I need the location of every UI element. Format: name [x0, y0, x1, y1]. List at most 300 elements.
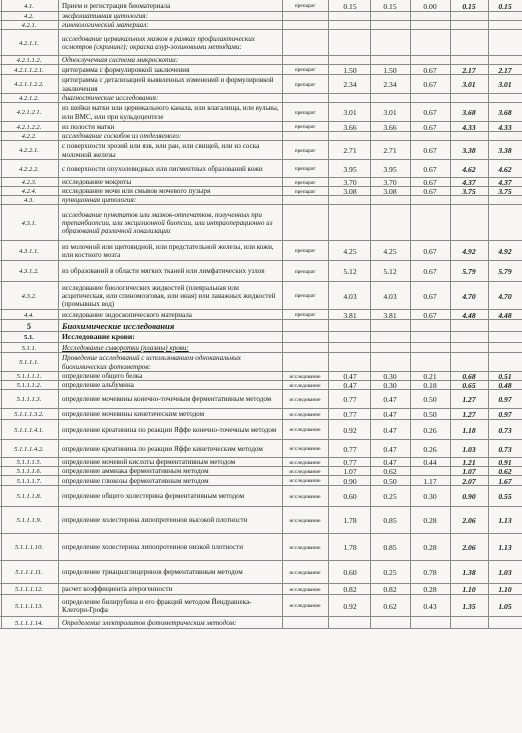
column-divider: [58, 103, 59, 122]
row-name-cell: [62, 320, 280, 332]
column-divider: [370, 21, 371, 30]
row-code: 5.1.1.1.11.: [15, 569, 43, 576]
column-divider: [58, 486, 59, 507]
column-divider: [328, 561, 329, 584]
row-name-cell: [62, 103, 280, 122]
table-row: [0, 458, 522, 467]
column-divider: [58, 332, 59, 343]
value-col-3: 0.67: [423, 267, 437, 276]
row-name: определение креатинина по реакции Яффе кинетическим методом: [62, 444, 263, 453]
table-row: [0, 332, 522, 343]
column-divider: [282, 440, 283, 458]
value-col-2: 0.30: [383, 372, 397, 381]
column-divider: [488, 132, 489, 141]
table-row: [0, 75, 522, 94]
column-divider: [328, 282, 329, 310]
value-col-5: 0.97: [498, 395, 512, 404]
row-code: 5.1.1.1.3.: [16, 396, 42, 403]
row-unit: препарат: [294, 147, 316, 154]
value-col-4: 0.15: [462, 1, 476, 11]
column-divider: [58, 196, 59, 205]
value-col-1: 0.77: [343, 458, 357, 467]
row-code: 4.2.2.: [21, 133, 37, 140]
column-divider: [488, 205, 489, 241]
row-name-cell: [62, 94, 280, 103]
row-code: 4.3.1.1.: [19, 247, 39, 255]
row-code: 5.1.: [24, 334, 34, 341]
row-code: 5.1.1.1.4.1.: [14, 426, 44, 434]
value-col-3: 0.67: [423, 246, 437, 256]
column-divider: [328, 332, 329, 343]
row-name-cell: [62, 420, 280, 440]
value-col-5: 4.70: [498, 291, 512, 301]
value-col-5: 1.13: [498, 516, 512, 525]
value-col-4: 5.79: [462, 267, 476, 276]
column-divider: [282, 178, 283, 187]
row-name: исследование мочи или смывов мочевого пузыря: [62, 187, 211, 196]
column-divider: [328, 205, 329, 241]
table-row: [0, 372, 522, 381]
row-code: 4.3.1.: [21, 219, 37, 227]
column-divider: [282, 132, 283, 141]
column-divider: [282, 332, 283, 343]
value-col-2: 0.47: [383, 425, 397, 435]
row-code: 5: [26, 321, 32, 331]
column-divider: [282, 65, 283, 75]
row-name: определение креатинина по реакции Яффе конечно-точечным методом: [62, 425, 277, 434]
column-divider: [370, 617, 371, 629]
row-name: исследование цервикальных мазков в рамках профилактических осмотров (скрининг); окраска азур-эозиновыми методами:: [62, 34, 255, 51]
row-name-cell: [62, 282, 280, 310]
value-col-2: 0.85: [383, 516, 397, 525]
row-name-cell: [62, 343, 280, 353]
row-name: определение мочевой кислоты ферментативным методом: [62, 458, 236, 467]
value-col-1: 2.34: [343, 80, 357, 89]
value-col-2: 0.62: [383, 601, 397, 611]
value-col-1: 0.60: [343, 568, 357, 577]
value-col-4: 4.33: [462, 122, 476, 132]
column-divider: [282, 476, 283, 486]
column-divider: [328, 486, 329, 507]
row-unit: исследование: [289, 517, 321, 524]
table-row: [0, 132, 522, 141]
value-col-4: 2.07: [462, 476, 476, 486]
column-divider: [58, 381, 59, 390]
value-col-1: 3.81: [343, 310, 357, 320]
row-code: 4.2.1.2.1.: [16, 109, 42, 116]
value-col-5: 1.13: [498, 543, 512, 552]
column-divider: [58, 353, 59, 372]
row-name: Проведение исследований с использованием одноканальных биохимических фотометров:: [62, 354, 241, 371]
table-row: [0, 122, 522, 132]
row-code: 5.1.1.1.10.: [14, 544, 44, 551]
row-name-cell: [62, 353, 280, 372]
table-row: [0, 440, 522, 458]
row-code: 5.1.1.1.7.: [16, 477, 42, 485]
value-col-2: 3.81: [383, 310, 397, 320]
table-row: [0, 56, 522, 65]
row-unit: препарат: [294, 248, 316, 254]
row-name: с поверхности опухолевидных или пигментных образований кожи: [62, 164, 263, 173]
value-col-5: 4.62: [498, 164, 512, 174]
value-col-1: 3.70: [343, 178, 357, 187]
column-divider: [328, 56, 329, 65]
row-name: Исследование сыворотки (плазмы) крови:: [62, 343, 189, 352]
value-col-1: 0.60: [343, 492, 357, 501]
row-name-cell: [62, 65, 280, 75]
column-divider: [58, 584, 59, 595]
column-divider: [282, 584, 283, 595]
table-row: [0, 476, 522, 486]
column-divider: [488, 353, 489, 372]
row-name-cell: [62, 132, 280, 141]
value-col-2: 3.66: [383, 122, 397, 132]
row-code: 4.3.1.2.: [19, 268, 39, 275]
row-code: 5.1.1.: [21, 344, 37, 352]
value-col-2: 0.47: [383, 395, 397, 404]
row-unit: исследование: [289, 459, 321, 466]
value-col-2: 3.70: [383, 178, 397, 187]
row-name-cell: [62, 30, 280, 56]
value-col-3: 0.67: [423, 164, 437, 174]
column-divider: [282, 187, 283, 196]
row-unit: исследование: [289, 468, 321, 475]
column-divider: [328, 261, 329, 282]
row-code: 5.1.1.1.: [19, 359, 39, 366]
value-col-4: 3.68: [462, 108, 476, 117]
table-row: [0, 160, 522, 178]
value-col-3: 0.78: [423, 568, 437, 577]
value-col-2: 0.85: [383, 543, 397, 552]
column-divider: [58, 595, 59, 617]
column-divider: [282, 486, 283, 507]
value-col-3: 0.26: [423, 425, 437, 435]
column-divider: [328, 12, 329, 21]
row-name: определение билирубина и его фракций методом Йендрашека- Клегорн-Грофа: [62, 597, 252, 614]
value-col-4: 2.17: [462, 65, 476, 75]
column-divider: [328, 595, 329, 617]
value-col-5: 5.79: [498, 267, 512, 276]
row-code: 4.2.1.2.2.: [16, 123, 42, 131]
column-divider: [450, 343, 451, 353]
row-code: 4.4.: [24, 311, 34, 319]
column-divider: [488, 332, 489, 343]
value-col-2: 5.12: [383, 267, 397, 276]
column-divider: [282, 372, 283, 381]
column-divider: [450, 353, 451, 372]
column-divider: [58, 0, 59, 12]
value-col-4: 2.06: [462, 516, 476, 525]
table-row: [0, 282, 522, 310]
column-divider: [328, 0, 329, 12]
row-name-cell: [62, 160, 280, 178]
column-divider: [450, 30, 451, 56]
value-col-4: 3.38: [462, 146, 476, 155]
column-divider: [328, 390, 329, 409]
value-col-1: 0.77: [343, 410, 357, 419]
table-row: [0, 12, 522, 21]
column-divider: [328, 343, 329, 353]
column-divider: [370, 196, 371, 205]
value-col-3: 0.50: [423, 410, 437, 419]
column-divider: [282, 103, 283, 122]
row-name: исследование эндоскопического материала: [62, 310, 192, 319]
row-name-cell: [62, 141, 280, 160]
row-name-cell: [62, 178, 280, 187]
row-code: 5.1.1.1.6.: [16, 468, 42, 475]
value-col-4: 4.37: [462, 178, 476, 187]
column-divider: [328, 458, 329, 467]
value-col-1: 2.71: [343, 146, 357, 155]
row-name-cell: [62, 584, 280, 595]
row-unit: препарат: [294, 166, 316, 172]
value-col-4: 0.90: [462, 492, 476, 501]
column-divider: [282, 56, 283, 65]
table-row: [0, 353, 522, 372]
row-name-cell: [62, 205, 280, 241]
value-col-4: 4.92: [462, 246, 476, 256]
value-col-5: 1.67: [498, 476, 512, 486]
row-code: 4.2.2.1.: [19, 147, 39, 154]
row-name: определение аммиака ферментативным методом: [62, 467, 209, 476]
column-divider: [58, 132, 59, 141]
row-name: из полости матки: [62, 122, 115, 131]
row-unit: исследование: [289, 411, 321, 418]
table-row: [0, 390, 522, 409]
row-name: Прием и регистрация биоматериала: [62, 1, 171, 10]
row-name-cell: [62, 187, 280, 196]
value-col-2: 3.95: [383, 164, 397, 174]
column-divider: [58, 476, 59, 486]
column-divider: [328, 534, 329, 561]
value-col-4: 1.35: [462, 601, 476, 611]
row-unit: исследование: [289, 396, 321, 403]
value-col-1: 0.92: [343, 601, 357, 611]
row-name-cell: [62, 561, 280, 584]
row-unit: исследование: [289, 569, 321, 576]
row-unit: исследование: [289, 382, 321, 389]
row-code: 5.1.1.1.5.: [16, 459, 42, 466]
column-divider: [282, 534, 283, 561]
column-divider: [450, 56, 451, 65]
column-divider: [410, 320, 411, 332]
column-divider: [450, 132, 451, 141]
row-name: определение мочевины кинетическим методом: [62, 410, 205, 419]
row-unit: препарат: [294, 81, 316, 88]
column-divider: [282, 141, 283, 160]
value-col-2: 0.82: [383, 585, 397, 594]
row-unit: препарат: [294, 179, 316, 186]
column-divider: [410, 21, 411, 30]
value-col-2: 2.34: [383, 80, 397, 89]
value-col-1: 4.03: [343, 291, 357, 301]
column-divider: [370, 320, 371, 332]
row-name: с поверхности эрозий или язв, или ран, или свищей, или из соска молочной железы: [62, 142, 260, 159]
value-col-4: 4.48: [462, 310, 476, 320]
table-row: [0, 0, 522, 12]
column-divider: [450, 617, 451, 629]
value-col-3: 0.67: [423, 178, 437, 187]
column-divider: [58, 561, 59, 584]
row-name: пункционная цитология:: [62, 196, 137, 205]
row-name-cell: [62, 372, 280, 381]
column-divider: [58, 205, 59, 241]
row-code: 5.1.1.1.12.: [14, 586, 44, 593]
column-divider: [58, 310, 59, 320]
value-col-2: 0.50: [383, 476, 397, 486]
row-code: 4.3.2.: [21, 292, 37, 300]
value-col-2: 3.01: [383, 108, 397, 117]
column-divider: [410, 94, 411, 103]
row-name: определение мочевины конечно-точечным ферментативным методом: [62, 395, 272, 404]
column-divider: [328, 409, 329, 420]
column-divider: [282, 617, 283, 629]
value-col-5: 1.05: [498, 601, 512, 611]
column-divider: [410, 196, 411, 205]
value-col-3: 0.67: [423, 187, 437, 196]
table-row: [0, 534, 522, 561]
column-divider: [282, 0, 283, 12]
row-name: определение общего холестерина ферментативным методом: [62, 492, 245, 501]
column-divider: [450, 12, 451, 21]
column-divider: [282, 343, 283, 353]
row-unit: препарат: [294, 188, 316, 195]
column-divider: [58, 30, 59, 56]
row-unit: препарат: [294, 67, 316, 73]
column-divider: [282, 420, 283, 440]
row-name-cell: [62, 21, 280, 30]
row-name: цитограмма с формулировкой заключения: [62, 65, 190, 74]
column-divider: [450, 320, 451, 332]
row-name: Однослучечная система микроскопии:: [62, 56, 179, 65]
value-col-4: 1.21: [462, 458, 476, 467]
row-name: расчет коэффициента атерогенности: [62, 585, 173, 594]
table-row: [0, 584, 522, 595]
value-col-2: 4.03: [383, 291, 397, 301]
value-col-5: 3.01: [498, 80, 512, 89]
row-code: 4.2.: [24, 13, 34, 20]
column-divider: [410, 30, 411, 56]
row-unit: исследование: [289, 373, 321, 380]
row-name: гинекологический материал:: [62, 21, 149, 30]
value-col-2: 0.25: [383, 492, 397, 501]
row-code: 5.1.1.1.14.: [14, 619, 44, 627]
column-divider: [370, 353, 371, 372]
row-unit: препарат: [294, 109, 316, 116]
column-divider: [328, 65, 329, 75]
value-col-2: 0.62: [383, 467, 397, 476]
column-divider: [58, 617, 59, 629]
column-divider: [328, 320, 329, 332]
row-code: 5.1.1.1.3.2.: [14, 411, 44, 418]
row-name-cell: [62, 390, 280, 409]
column-divider: [450, 196, 451, 205]
value-col-3: 0.67: [423, 65, 437, 75]
column-divider: [58, 75, 59, 94]
value-col-5: 0.73: [498, 444, 512, 454]
column-divider: [410, 617, 411, 629]
column-divider: [58, 122, 59, 132]
value-col-1: 0.47: [343, 372, 357, 381]
column-divider: [328, 75, 329, 94]
value-col-2: 1.50: [383, 65, 397, 75]
table-row: [0, 178, 522, 187]
value-col-3: 0.28: [423, 543, 437, 552]
table-row: [0, 261, 522, 282]
value-col-3: 0.67: [423, 310, 437, 320]
value-col-5: 0.48: [498, 381, 512, 390]
table-row: [0, 507, 522, 534]
table-row: [0, 343, 522, 353]
value-col-5: 0.91: [498, 458, 512, 467]
row-name-cell: [62, 310, 280, 320]
column-divider: [282, 75, 283, 94]
value-col-3: [410, 467, 450, 476]
column-divider: [58, 56, 59, 65]
value-col-5: 0.15: [498, 1, 512, 11]
row-name: определение холестерина липопротеинов низкой плотности: [62, 543, 243, 552]
column-divider: [58, 187, 59, 196]
row-unit: препарат: [294, 293, 316, 299]
row-unit: исследование: [289, 603, 321, 609]
column-divider: [328, 584, 329, 595]
value-col-2: 0.47: [383, 458, 397, 467]
table-row: [0, 205, 522, 241]
row-name: из образований в области мягких тканей или лимфатических узлов: [62, 267, 265, 276]
table-row: [0, 103, 522, 122]
column-divider: [488, 30, 489, 56]
value-col-3: 0.44: [423, 458, 437, 467]
column-divider: [282, 381, 283, 390]
row-unit: препарат: [294, 268, 316, 275]
value-col-5: 4.92: [498, 246, 512, 256]
column-divider: [328, 122, 329, 132]
column-divider: [282, 196, 283, 205]
column-divider: [488, 94, 489, 103]
row-unit: препарат: [294, 3, 316, 9]
value-col-1: 0.47: [343, 381, 357, 390]
table-row: [0, 320, 522, 332]
column-divider: [282, 467, 283, 476]
column-divider: [328, 187, 329, 196]
value-col-4: 3.01: [462, 80, 476, 89]
column-divider: [450, 205, 451, 241]
column-divider: [58, 12, 59, 21]
row-unit: препарат: [294, 124, 316, 130]
value-col-2: 0.25: [383, 568, 397, 577]
value-col-1: 1.78: [343, 543, 357, 552]
column-divider: [488, 56, 489, 65]
row-unit: исследование: [289, 446, 321, 452]
table-row: [0, 486, 522, 507]
row-name: из шейки матки или цервикального канала, или влагалища, или вульвы, или ВМС, или при кульдоцентезе: [62, 104, 279, 121]
column-divider: [370, 205, 371, 241]
table-row: [0, 310, 522, 320]
column-divider: [282, 94, 283, 103]
row-code: 4.2.1.1.2.1.: [14, 66, 44, 74]
column-divider: [410, 205, 411, 241]
column-divider: [58, 178, 59, 187]
column-divider: [58, 390, 59, 409]
column-divider: [58, 94, 59, 103]
table-row: [0, 30, 522, 56]
row-name-cell: [62, 56, 280, 65]
column-divider: [370, 332, 371, 343]
column-divider: [328, 420, 329, 440]
column-divider: [488, 196, 489, 205]
row-code: 4.2.1.1.2.: [16, 57, 42, 64]
value-col-5: 3.38: [498, 146, 512, 155]
